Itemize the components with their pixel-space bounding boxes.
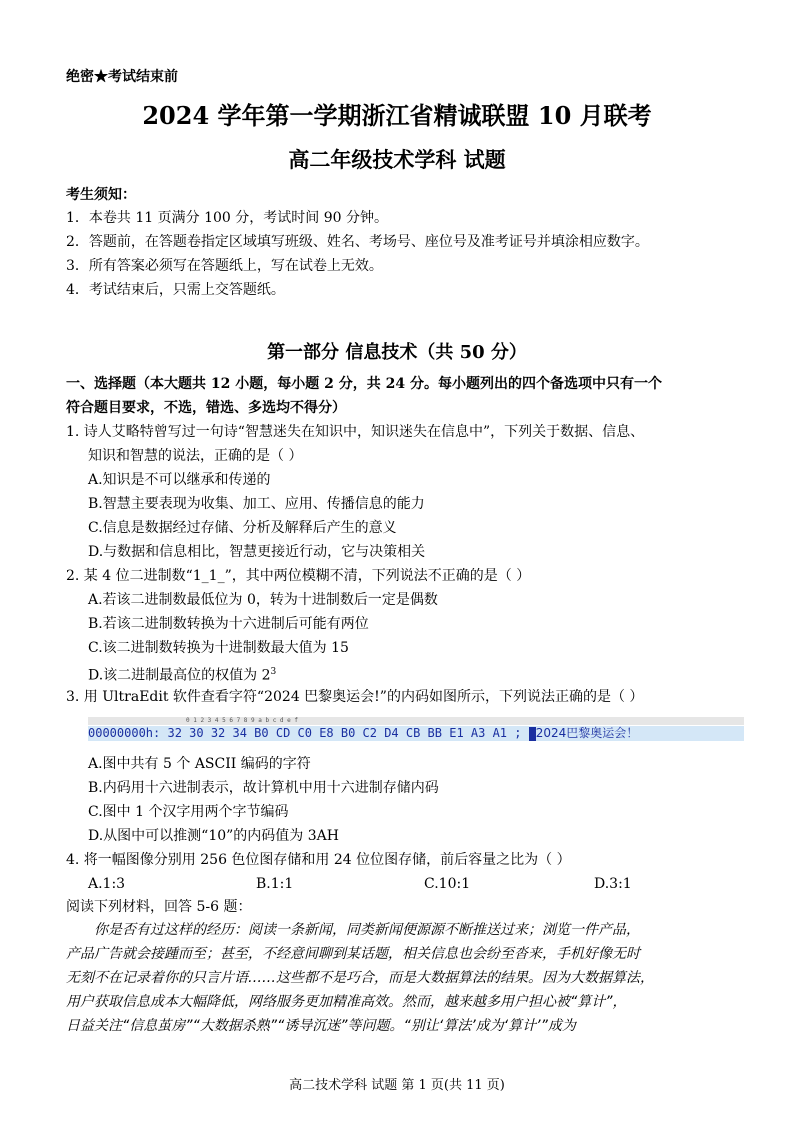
question-2-stem: 2. 某 4 位二进制数“1_1_”，其中两位模糊不清，下列说法不正确的是（ ） (66, 568, 531, 584)
section-heading: 一、选择题（本大题共 12 小题，每小题 2 分，共 24 分。每小题列出的四个备选项中只有一个 (66, 376, 662, 392)
question-1-stem: 1. 诗人艾略特曾写过一句诗“智慧迷失在知识中，知识迷失在信息中”，下列关于数据、信息、 (66, 424, 645, 440)
question-1-option-d: D.与数据和信息相比，智慧更接近行动，它与决策相关 (88, 544, 426, 560)
cursor-selection (529, 727, 536, 741)
question-4-option-d: D.3:1 (594, 876, 632, 892)
question-4-option-c: C.10:1 (424, 876, 471, 892)
ultraedit-hex-view (88, 717, 744, 741)
reading-intro: 阅读下列材料，回答 5-6 题： (66, 899, 252, 915)
question-4-option-a: A.1:3 (88, 876, 126, 892)
question-1-option-c: C.信息是数据经过存储、分析及解释后产生的意义 (88, 520, 397, 536)
hex-ruler-labels: 0 1 2 3 4 5 6 7 8 9 a b c d e f (186, 717, 298, 724)
hex-bytes: 00000000h: 32 30 32 34 B0 CD C0 E8 B0 C2 D4 CB BB E1 A3 A1 ; (88, 726, 522, 740)
confidential-label: 绝密★考试结束前 (66, 69, 178, 85)
question-2-option-a: A.若该二进制数最低位为 0，转为十进制数后一定是偶数 (88, 592, 438, 608)
question-1-option-b: B.智慧主要表现为收集、加工、应用、传播信息的能力 (88, 496, 425, 512)
page-footer: 高二技术学科 试题 第 1 页(共 11 页) (289, 1078, 505, 1093)
notice-item: 4．考试结束后，只需上交答题纸。 (66, 282, 285, 298)
question-3-option-d: D.从图中可以推测“10”的内码值为 3AH (88, 828, 339, 844)
question-3-option-c: C.图中 1 个汉字用两个字节编码 (88, 804, 289, 820)
question-3-option-b: B.内码用十六进制表示，故计算机中用十六进制存储内码 (88, 780, 439, 796)
reading-line: 用户获取信息成本大幅降低，网络服务更加精准高效。然而，越来越多用户担心被“算计”， (66, 994, 627, 1010)
part-title: 第一部分 信息技术（共 50 分） (267, 342, 527, 363)
question-1-option-a: A.知识是不可以继承和传递的 (88, 472, 271, 488)
question-1-stem-cont: 知识和智慧的说法，正确的是（ ） (88, 448, 303, 464)
question-2-option-b: B.若该二进制数转换为十六进制后可能有两位 (88, 616, 369, 632)
exam-title: 2024 学年第一学期浙江省精诚联盟 10 月联考 (142, 101, 652, 130)
section-heading-cont: 符合题目要求，不选，错选、多选均不得分） (66, 400, 346, 416)
reading-line: 无刻不在记录着你的只言片语……这些都不是巧合，而是大数据算法的结果。因为大数据算法， (66, 970, 654, 986)
notice-heading: 考生须知： (66, 187, 136, 203)
reading-line: 日益关注“信息茧房”“大数据杀熟”“诱导沉迷”等问题。“别让‘算法’成为‘算计’”成为 (66, 1018, 576, 1034)
notice-item: 2．答题前，在答题卷指定区域填写班级、姓名、考场号、座位号及准考证号并填涂相应数字。 (66, 234, 649, 250)
notice-item: 1．本卷共 11 页满分 100 分，考试时间 90 分钟。 (66, 210, 388, 226)
reading-line: 产品广告就会接踵而至；甚至，不经意间聊到某话题，相关信息也会纷至沓来，手机好像无时 (66, 946, 640, 962)
exponent: 3 (270, 667, 277, 677)
option-d-text: D.该二进制最高位的权值为 2 (88, 667, 271, 684)
question-3-stem: 3. 用 UltraEdit 软件查看字符“2024 巴黎奥运会!”的内码如图所示，下列说法正确的是（ ） (66, 689, 644, 705)
hex-column-ruler (88, 717, 744, 725)
question-2-option-d (88, 663, 276, 685)
hex-row (88, 726, 744, 741)
question-4-option-b: B.1:1 (256, 876, 294, 892)
reading-line: 你是否有过这样的经历：阅读一条新闻，同类新闻便源源不断推送过来；浏览一件产品， (94, 922, 640, 938)
question-3-option-a: A.图中共有 5 个 ASCII 编码的字符 (88, 756, 311, 772)
notice-item: 3．所有答案必须写在答题纸上，写在试卷上无效。 (66, 258, 383, 274)
question-2-option-c: C.该二进制数转换为十进制数最大值为 15 (88, 640, 349, 656)
question-4-stem: 4. 将一幅图像分别用 256 色位图存储和用 24 位位图存储，前后容量之比为（ ） (66, 852, 571, 868)
hex-decoded-text: 2024巴黎奥运会！ (535, 726, 639, 740)
exam-subtitle: 高二年级技术学科 试题 (288, 147, 506, 172)
